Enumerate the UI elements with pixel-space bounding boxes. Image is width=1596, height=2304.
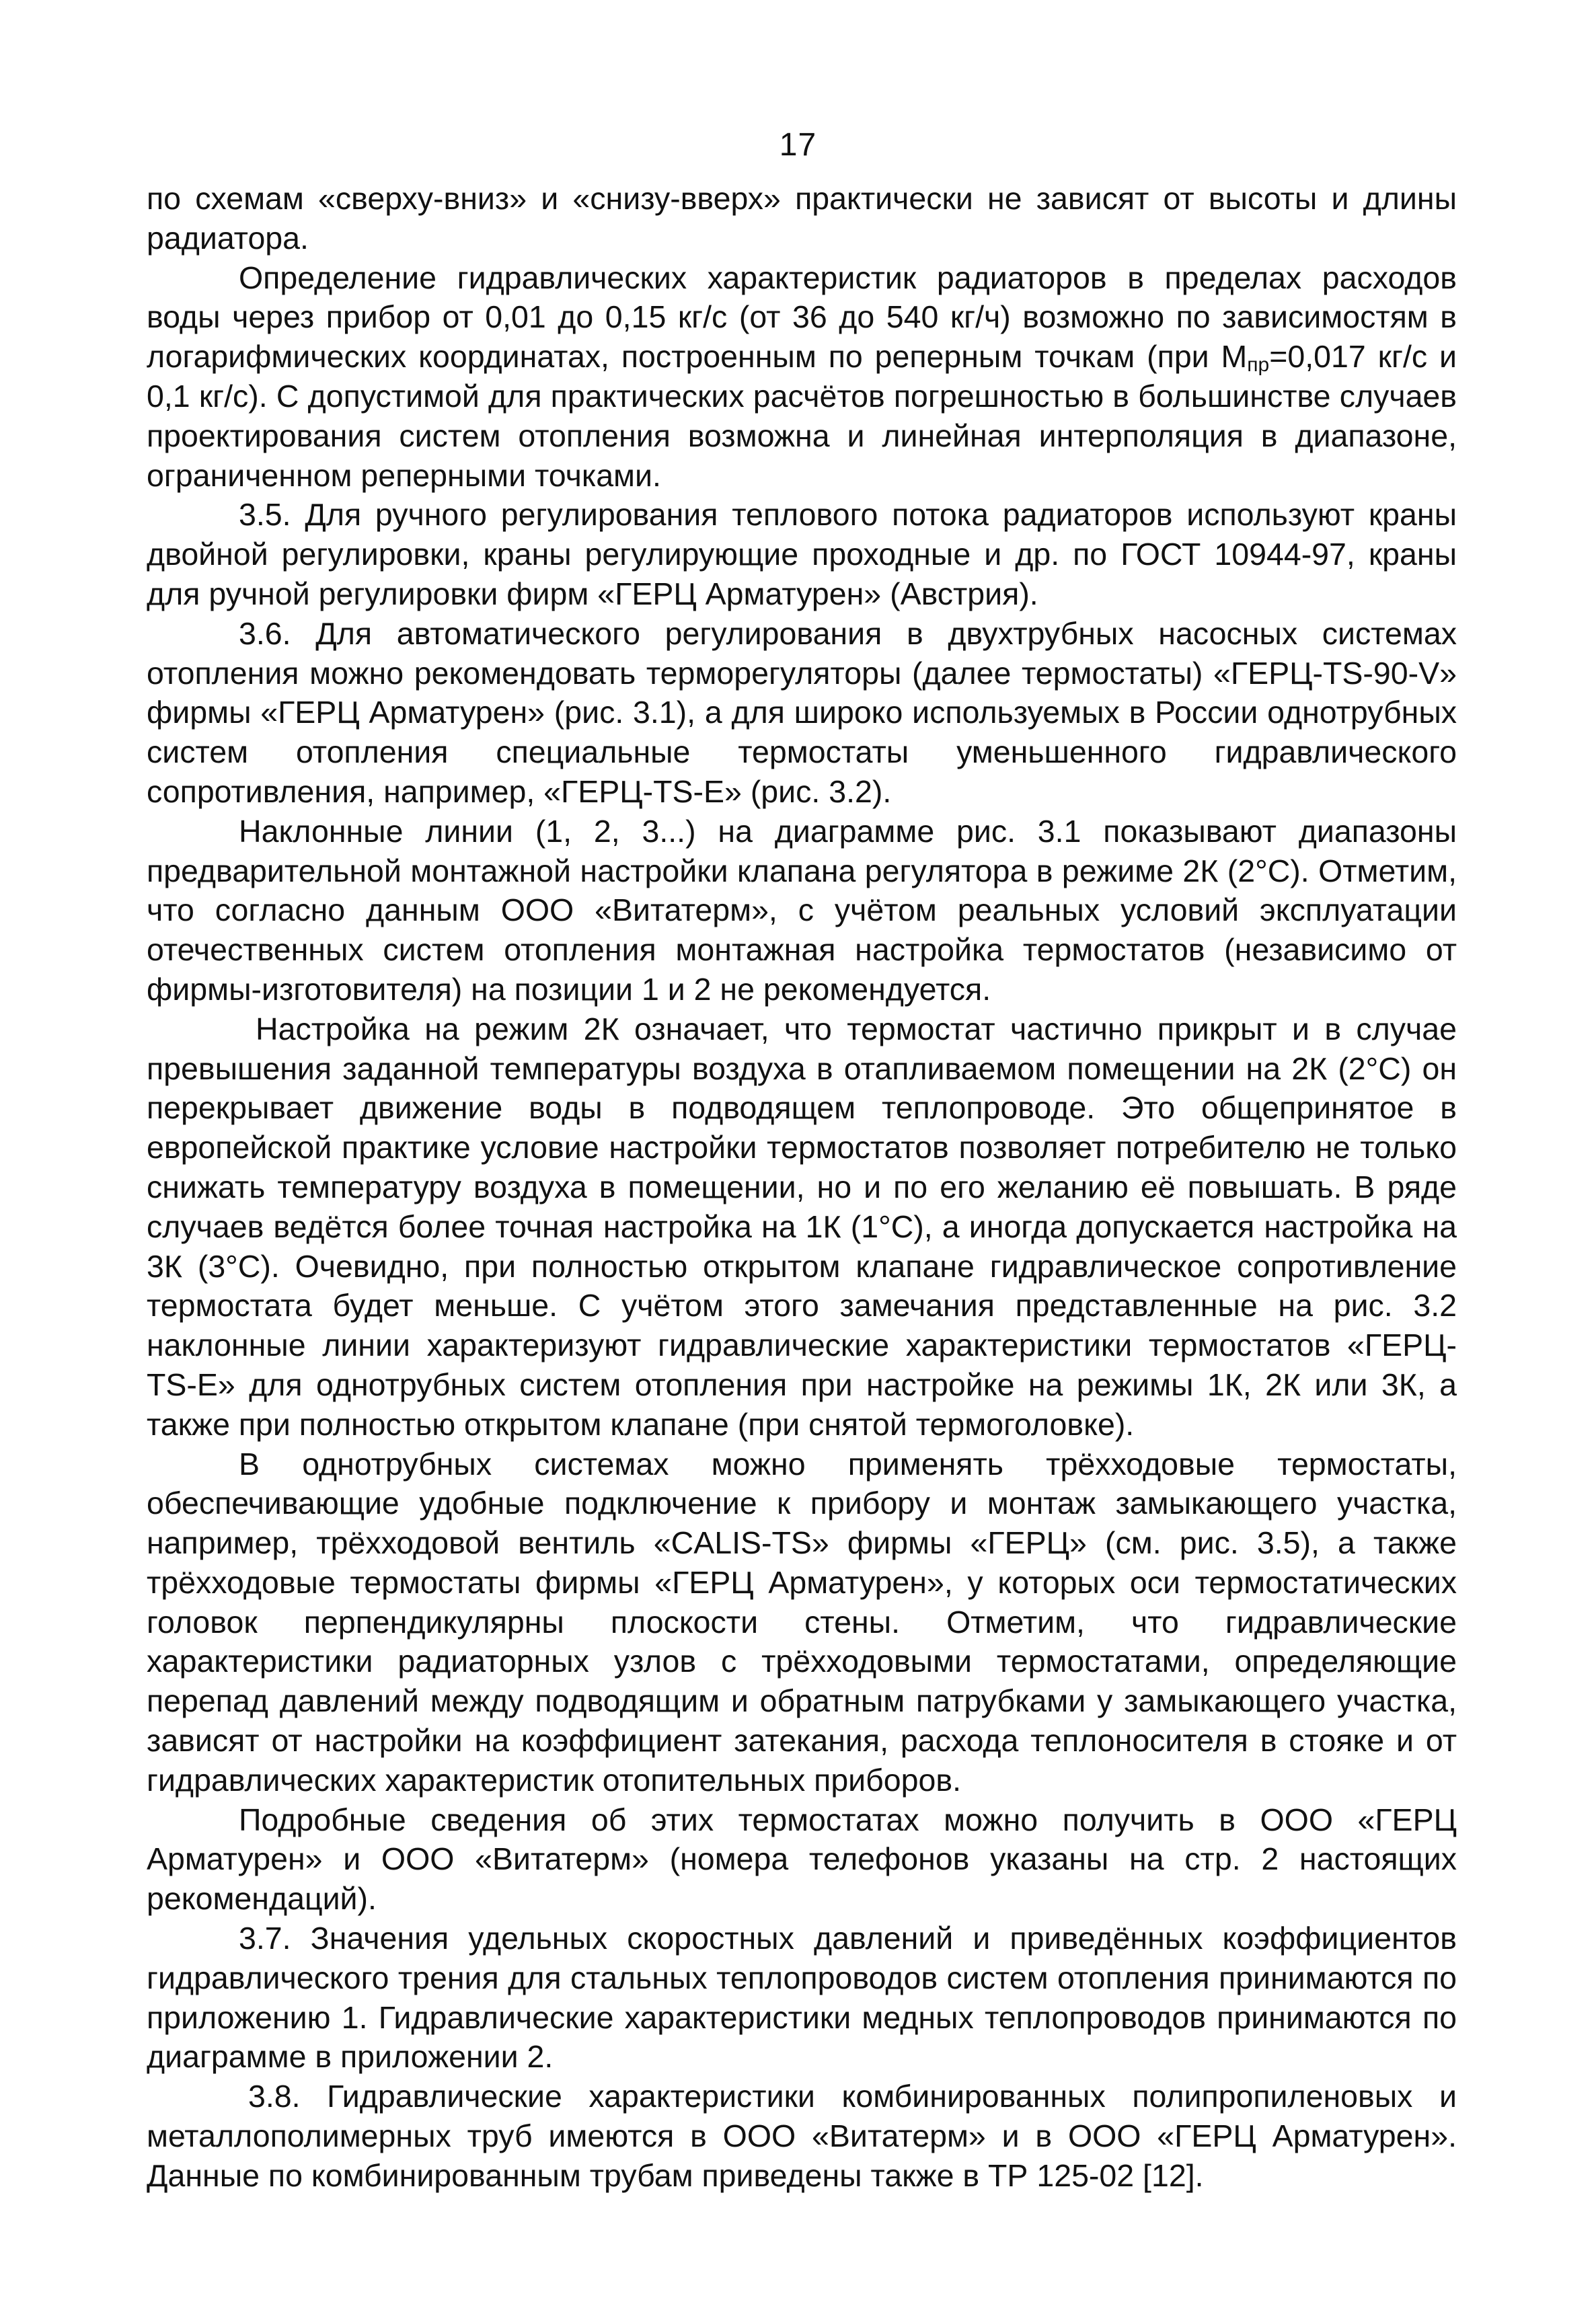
paragraph-continuation: по схемам «сверху-вниз» и «снизу-вверх» практически не зависят от высоты и длины радиатора. [147, 181, 1457, 256]
subscript-text: пр [1247, 354, 1270, 377]
paragraph-text: =0,017 кг/с и 0,1 кг/с). С допустимой для практических расчётов погрешностью в большинстве случаев проектирования систем отопления возможна и линейная интерполяция в диапазоне, ограниченном реперными точками. [147, 339, 1457, 493]
paragraph-text: Определение гидравлических характеристик радиаторов в пределах расходов воды через прибор от 0,01 до 0,15 кг/с (от 36 до 540 кг/ч) возможно по зависимостям в логарифмических координатах, построенным по реперным точкам (при M [147, 260, 1457, 375]
page-number: 17 [779, 127, 817, 163]
paragraph-section-3-5: 3.5. Для ручного регулирования теплового потока радиаторов используют краны двойной регулировки, краны регулирующие проходные и др. по ГОСТ 10944-97, краны для ручной регулировки фирм «ГЕРЦ Арматурен» (Австрия). [147, 497, 1457, 611]
paragraph-hydraulic-characteristics [147, 258, 1457, 496]
paragraph-three-way-thermostats: В однотрубных системах можно применять трёхходовые термостаты, обеспечивающие удобные подключение к прибору и монтаж замыкающего участка, например, трёхходовой вентиль «CALIS-TS» фирмы «ГЕРЦ» (см. рис. 3.5), а также трёхходовые термостаты фирмы «ГЕРЦ Арматурен», у которых оси термостатических головок перпендикулярны плоскости стены. Отметим, что гидравлические характеристики радиаторных узлов с трёхходовыми термостатами, определяющие перепад давлений между подводящим и обратным патрубками у замыкающего участка, зависят от настройки на коэффициент затекания, расхода теплоносителя в стояке и от гидравлических характеристик отопительных приборов. [147, 1446, 1457, 1798]
paragraph-section-3-8: 3.8. Гидравлические характеристики комбинированных полипропиленовых и металлополимерных труб имеются в ООО «Витатерм» и в ООО «ГЕРЦ Арматурен». Данные по комбинированным трубам приведены также в ТР 125-02 [12]. [147, 2079, 1457, 2193]
paragraph-section-3-6: 3.6. Для автоматического регулирования в двухтрубных насосных системах отопления можно рекомендовать терморегуляторы (далее термостаты) «ГЕРЦ-TS-90-V» фирмы «ГЕРЦ Арматурен» (рис. 3.1), а для широко используемых в России однотрубных систем отопления специальные термостаты уменьшенного гидравлического сопротивления, например, «ГЕРЦ-TS-E» (рис. 3.2). [147, 615, 1457, 809]
paragraph-section-3-7: 3.7. Значения удельных скоростных давлений и приведённых коэффициентов гидравлического трения для стальных теплопроводов систем отопления принимаются по приложению 1. Гидравлические характеристики медных теплопроводов принимаются по диаграмме в приложении 2. [147, 1921, 1457, 2075]
paragraph-details: Подробные сведения об этих термостатах можно получить в ООО «ГЕРЦ Арматурен» и ООО «Витатерм» (номера телефонов указаны на стр. 2 настоящих рекомендаций). [147, 1802, 1457, 1917]
paragraph-inclined-lines: Наклонные линии (1, 2, 3...) на диаграмме рис. 3.1 показывают диапазоны предварительной монтажной настройки клапана регулятора в режиме 2К (2°С). Отметим, что согласно данным ООО «Витатерм», с учётом реальных условий эксплуатации отечественных систем отопления монтажная настройка термостатов (независимо от фирмы-изготовителя) на позиции 1 и 2 не рекомендуется. [147, 813, 1457, 1007]
paragraph-2k-setting: Настройка на режим 2К означает, что термостат частично прикрыт и в случае превышения заданной температуры воздуха в отапливаемом помещении на 2К (2°С) он перекрывает движение воды в подводящем теплопроводе. Это общепринятое в европейской практике условие настройки термостатов позволяет потребителю не только снижать температуру воздуха в помещении, но и по его желанию её повышать. В ряде случаев ведётся более точная настройка на 1К (1°С), а иногда допускается настройка на 3К (3°С). Очевидно, при полностью открытом клапане гидравлическое сопротивление термостата будет меньше. С учётом этого замечания представленные на рис. 3.2 наклонные линии характеризуют гидравлические характеристики термостатов «ГЕРЦ-TS-E» для однотрубных систем отопления при настройке на режимы 1К, 2К или 3К, а также при полностью открытом клапане (при снятой термоголовке). [147, 1011, 1457, 1442]
body-text [147, 179, 1457, 2196]
